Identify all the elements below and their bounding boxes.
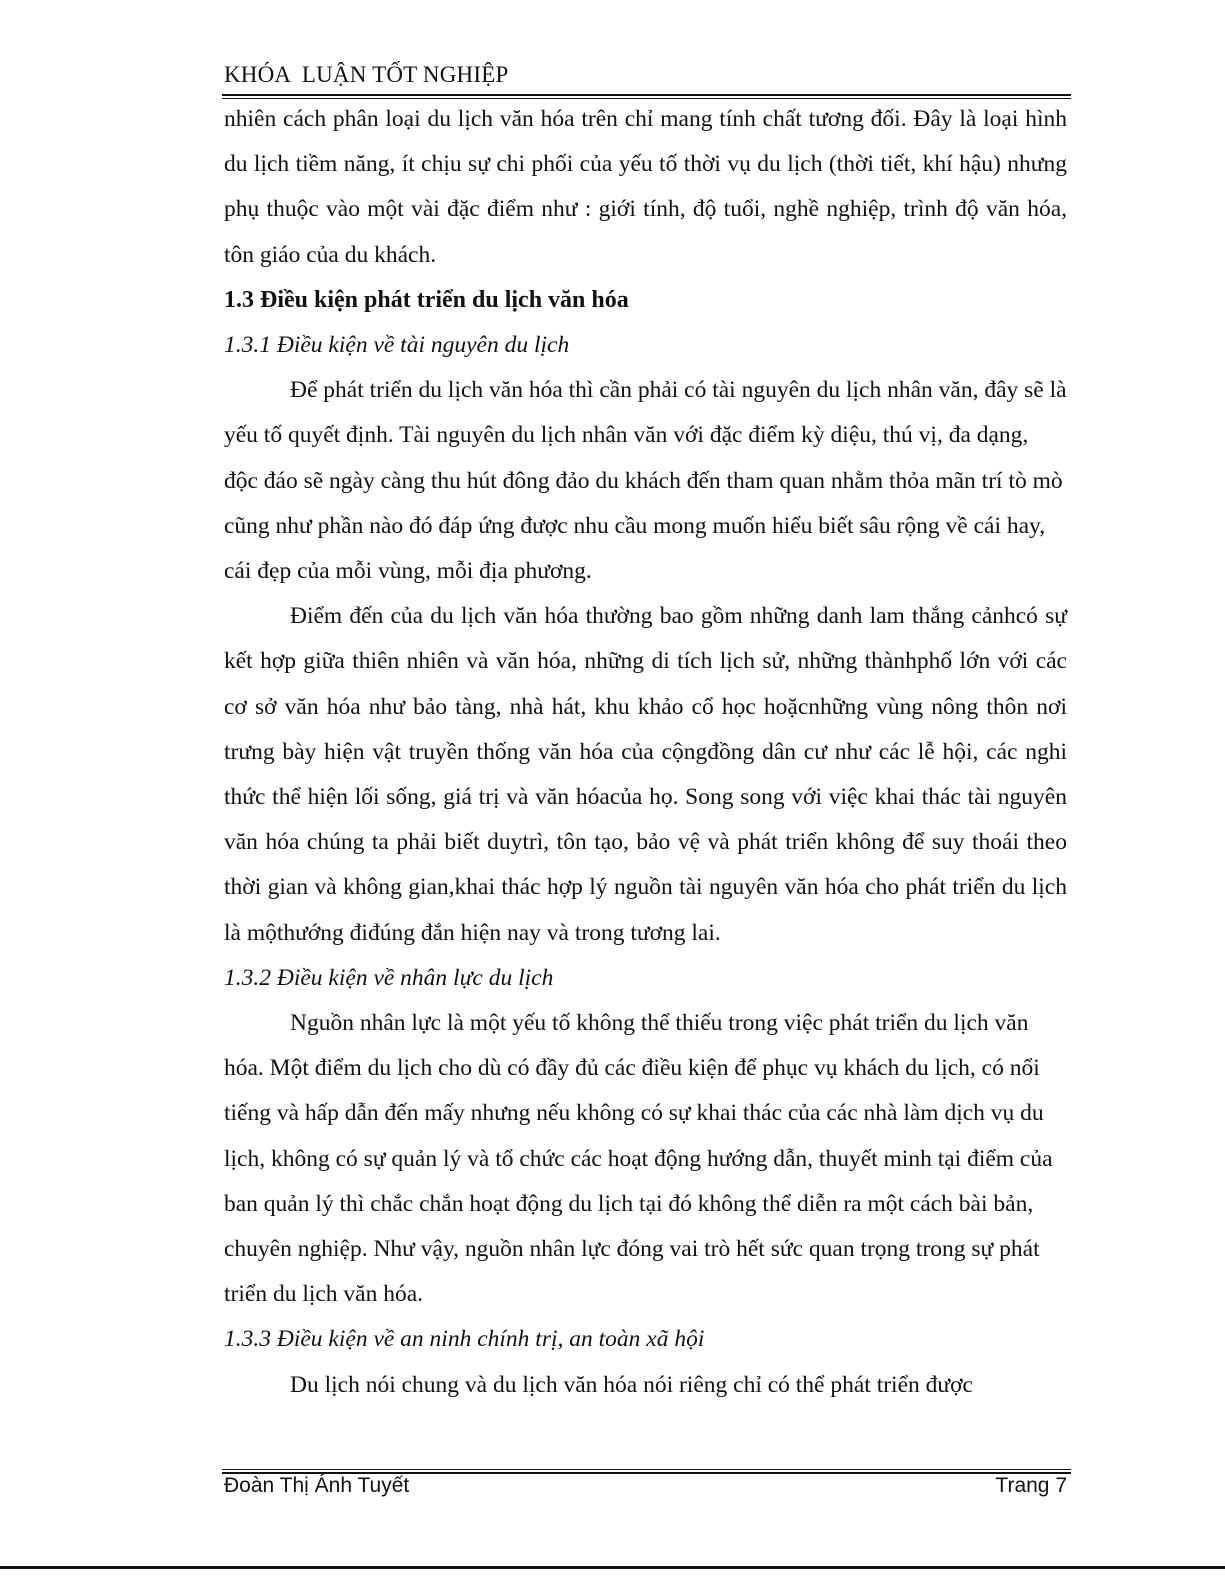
paragraph-continuation: nhiên cách phân loại du lịch văn hóa trên chỉ mang tính chất tương đối. Đây là loại hình du lịch tiềm năng, ít chịu sự chi phối của yếu tố thời vụ du lịch (thời tiết, khí hậu) nhưng phụ thuộc vào một vài đặc điểm như : giới tính, độ tuổi, nghề nghiệp, trình độ văn hóa, tôn giáo của du khách. — [224, 106, 1067, 268]
paragraph-tourism-resources: Để phát triển du lịch văn hóa thì cần phải có tài nguyên du lịch nhân văn, đây sẽ là yếu tố quyết định. Tài nguyên du lịch nhân văn với đặc điểm kỳ diệu, thú vị, đa dạng, độc đáo sẽ ngày càng thu hút đông đảo du khách đến tham quan nhằm thỏa mãn trí tò mò cũng như phần nào đó đáp ứng được nhu cầu mong muốn hiểu biết sâu rộng về cái hay, cái đẹp của mỗi vùng, mỗi địa phương. — [224, 377, 1067, 585]
footer-author: Đoàn Thị Ánh Tuyết — [224, 1474, 410, 1497]
paragraph-human-resources: Nguồn nhân lực là một yếu tố không thể thiếu trong việc phát triển du lịch văn hóa. Một điểm du lịch cho dù có đầy đủ các điều kiện để phục vụ khách du lịch, có nổi tiếng và hấp dẫn đến mấy nhưng nếu không có sự khai thác của các nhà làm dịch vụ du lịch, không có sự quản lý và tổ chức các hoạt động hướng dẫn, thuyết minh tại điểm của ban quản lý thì chắc chắn hoạt động du lịch tại đó không thể diễn ra một cách bài bản, chuyên nghiệp. Như vậy, nguồn nhân lực đóng vai trò hết sức quan trọng trong sự phát triển du lịch văn hóa. — [224, 1010, 1053, 1308]
page-bottom-edge — [0, 1566, 1225, 1569]
paragraph-destinations: Điểm đến của du lịch văn hóa thường bao gồm những danh lam thắng cảnhcó sự kết hợp giữa thiên nhiên và văn hóa, những di tích lịch sử, những thànhphố lớn với các cơ sở văn hóa như bảo tàng, nhà hát, khu khảo cổ học hoặcnhững vùng nông thôn nơi trưng bày hiện vật truyền thống văn hóa của cộngđồng dân cư như các lễ hội, các nghi thức thể hiện lối sống, giá trị và văn hóacủa họ. Song song với việc khai thác tài nguyên văn hóa chúng ta phải biết duytrì, tôn tạo, bảo vệ và phát triển không để suy thoái theo thời gian và không gian,khai thác hợp lý nguồn tài nguyên văn hóa cho phát triển du lịch là mộthướng điđúng đắn hiện nay và trong tương lai. — [224, 603, 1067, 946]
subsection-heading-1-3-1: 1.3.1 Điều kiện về tài nguyên du lịch — [224, 332, 570, 359]
subsection-heading-1-3-2: 1.3.2 Điều kiện về nhân lực du lịch — [224, 964, 554, 991]
header-title: KHÓA LUẬN TỐT NGHIỆP — [224, 62, 509, 87]
section-heading-1-3: 1.3 Điều kiện phát triển du lịch văn hóa — [224, 286, 629, 313]
header-rule — [222, 94, 1071, 96]
paragraph-security: Du lịch nói chung và du lịch văn hóa nói riêng chỉ có thể phát triển được — [290, 1371, 973, 1398]
body-text — [224, 97, 1067, 1408]
footer-rule-thin — [222, 1469, 1071, 1470]
subsection-heading-1-3-3: 1.3.3 Điều kiện về an ninh chính trị, an toàn xã hội — [224, 1326, 705, 1353]
footer-page-number: Trang 7 — [995, 1474, 1067, 1497]
